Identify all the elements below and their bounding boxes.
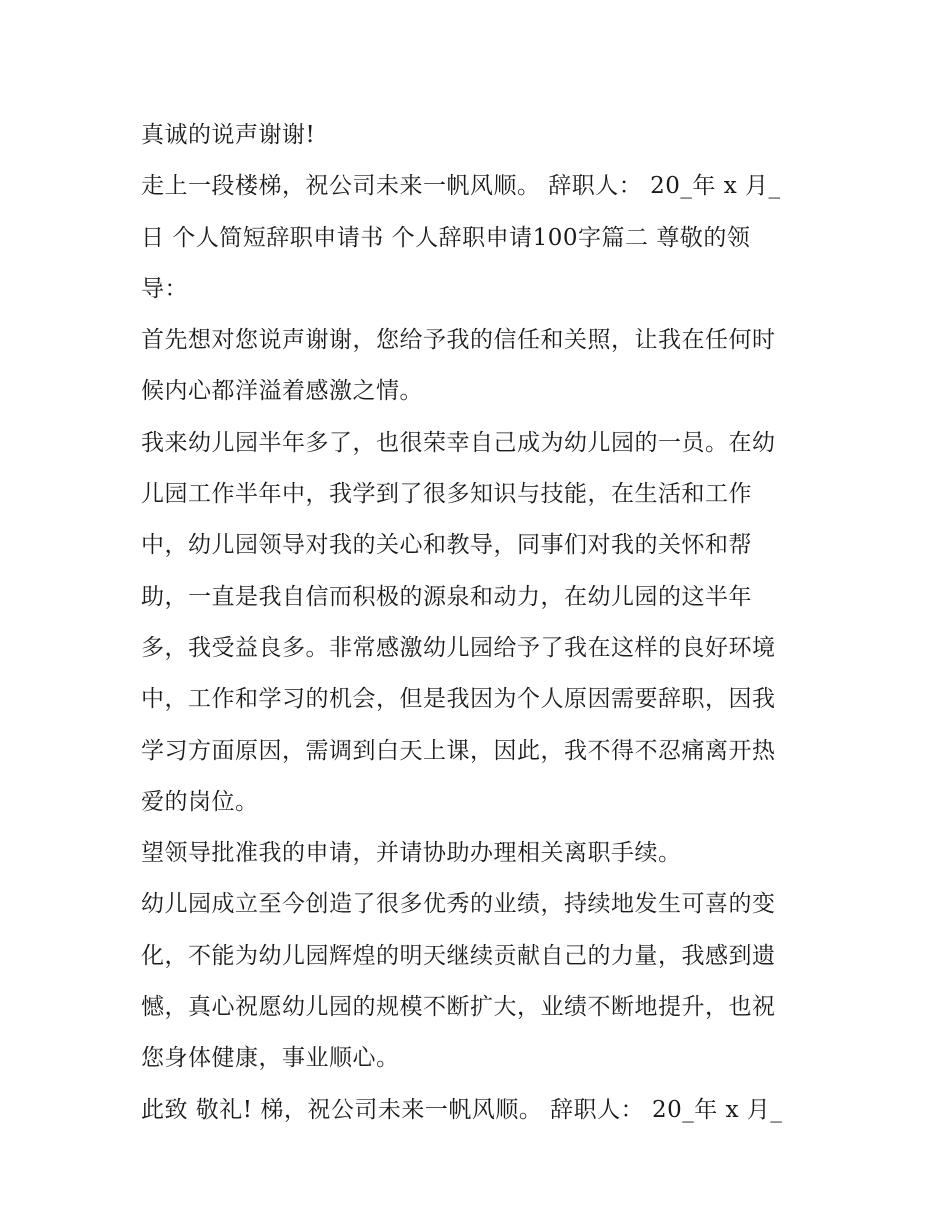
- text-line: 助，一直是我自信而积极的源泉和动力，在幼儿园的这半年: [141, 583, 752, 610]
- text-line: 爱的岗位。: [141, 788, 259, 815]
- text-line: 导：: [141, 275, 188, 302]
- text-line: 学习方面原因，需调到白天上课，因此，我不得不忍痛离开热: [141, 737, 776, 764]
- text-line: 真诚的说声谢谢!: [141, 122, 316, 148]
- text-line: 此致 敬礼! 梯，祝公司未来一帆风顺。 辞职人： 20_年 x 月_: [141, 1096, 783, 1123]
- text-line: 首先想对您说声谢谢，您给予我的信任和关照，让我在任何时: [141, 327, 776, 354]
- text-line: 憾，真心祝愿幼儿园的规模不断扩大，业绩不断地提升，也祝: [141, 994, 776, 1021]
- text-line: 候内心都洋溢着感激之情。: [141, 378, 423, 405]
- text-line: 中，幼儿园领导对我的关心和教导，同事们对我的关怀和帮: [141, 532, 752, 559]
- document-body: [141, 110, 813, 1136]
- text-line: 走上一段楼梯，祝公司未来一帆风顺。 辞职人： 20_年 x 月_: [141, 173, 781, 200]
- text-line: 儿园工作半年中，我学到了很多知识与技能，在生活和工作: [141, 481, 752, 508]
- text-line: 日 个人简短辞职申请书 个人辞职申请100字篇二 尊敬的领: [141, 224, 751, 251]
- text-line: 中，工作和学习的机会，但是我因为个人原因需要辞职，因我: [141, 686, 776, 713]
- text-line: 幼儿园成立至今创造了很多优秀的业绩，持续地发生可喜的变: [141, 891, 776, 918]
- text-line: 您身体健康，事业顺心。: [141, 1045, 400, 1072]
- text-line: 化，不能为幼儿园辉煌的明天继续贡献自己的力量，我感到遗: [141, 942, 776, 969]
- text-line: 望领导批准我的申请，并请协助办理相关离职手续。: [141, 840, 682, 867]
- text-line: 多，我受益良多。非常感激幼儿园给予了我在这样的良好环境: [141, 634, 776, 661]
- text-line: 我来幼儿园半年多了，也很荣幸自己成为幼儿园的一员。在幼: [141, 429, 776, 456]
